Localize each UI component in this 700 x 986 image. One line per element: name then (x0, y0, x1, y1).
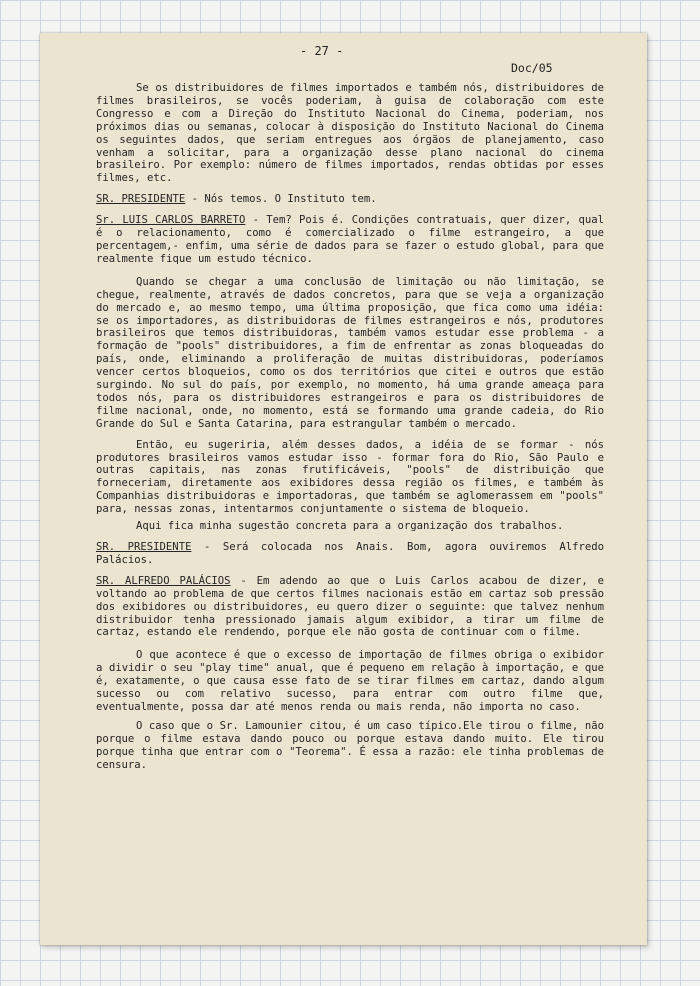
paragraph-text: - Será colocada nos Anais. Bom, agora ouviremos Alfredo Palácios. (96, 541, 604, 566)
paragraph (96, 439, 604, 516)
speaker-paragraph (96, 214, 604, 266)
paragraph (96, 276, 604, 431)
paragraph-text: - Em adendo ao que o Luis Carlos acabou de dizer, e voltando ao problema de que certos filmes nacionais estão em cartaz sob pressão dos exibidores ou distribuidores, eu quero dizer o seguinte: que talvez nenhum distribuidor tenha pressionado jamais algum exibidor, a tirar um filme de cartaz, estando ele rendendo, porque ele não gosta de continuar com o filme. (96, 574, 604, 639)
paragraph (96, 720, 604, 772)
paragraph (96, 520, 604, 533)
speaker-paragraph (96, 575, 604, 640)
speaker-name: SR. ALFREDO PALÁCIOS (96, 574, 231, 587)
speaker-paragraph (96, 193, 604, 206)
paragraph-text: - Tem? Pois é. Condições contratuais, quer dizer, qual é o relacionamento, como é comercializado o filme estrangeiro, a que percentagem,- enfim, uma série de dados para se fazer o estudo global, para que realmente fique um estudo técnico. (96, 214, 604, 265)
paragraph (96, 649, 604, 714)
speaker-name: Sr. LUIS CARLOS BARRETO (96, 214, 246, 227)
speaker-paragraph (96, 541, 604, 567)
paragraph-text: - Nós temos. O Instituto tem. (185, 193, 377, 206)
page-number: - 27 - (300, 44, 344, 58)
paragraph (96, 82, 604, 185)
paragraph-text: O caso que o Sr. Lamounier citou, é um caso típico.Ele tirou o filme, não porque o filme estava dando pouco ou porque estava dando muito. Ele tirou porque tinha que entrar com o "Teorema". É essa a razão: ele tinha problemas de censura. (96, 719, 604, 771)
paragraph-text: Quando se chegar a uma conclusão de limitação ou não limitação, se chegue, realmente, através de dados concretos, para que se veja a organização do mercado e, ao mesmo tempo, uma última proposição, que fica como uma idéia: se os importadores, as distribuidoras de filmes estrangeiros e nós, produtores brasileiros que temos distribuidoras, também vamos estudar esse problema - a formação de "pools" distribuidores, a fim de enfrentar as zonas bloqueadas do país, onde, eliminando a proliferação de muitas distribuidoras, poderíamos vencer certos bloqueios, como os dos territórios que citei e outros que estão surgindo. No sul do país, por exemplo, no momento, há uma grande ameaça para todos nós, para os distribuidores estrangeiros e para os distribuidores de filme nacional, onde, no momento, está se formando uma grande cadeia, do Rio Grande do Sul e Santa Catarina, para estrangular também o mercado. (96, 275, 604, 430)
paragraph-text: Aqui fica minha sugestão concreta para a organização dos trabalhos. (136, 520, 564, 533)
paragraph-text: Se os distribuidores de filmes importados e também nós, distribuidores de filmes brasileiros, se vocês poderiam, à guisa de colaboração com este Congresso e com a Direção do Instituto Nacional do Cinema, poderiam, nos próximos dias ou semanas, colocar à disposição do Instituto Nacional do Cinema os seguintes dados, que seriam entregues aos órgãos de planejamento, caso venham a solicitar, para a organização desse plano nacional do cinema brasileiro. Por exemplo: número de filmes importados, rendas obtidas por esses filmes, etc. (96, 82, 604, 185)
doc-reference: Doc/05 (511, 61, 553, 75)
speaker-name: SR. PRESIDENTE (96, 541, 192, 553)
paragraph-text: Então, eu sugeriria, além desses dados, a idéia de se formar - nós produtores brasileiros vamos estudar isso - formar fora do Rio, São Paulo e outras capitais, nas zonas frutificáveis, "pools" de distribuição que forneceriam, diretamente aos exibidores dessa região os filmes, e também às Companhias distribuidoras e importadoras, que também se aglomerassem em "pools" para, nessas zonas, intentarmos conjuntamente o sistema de bloqueio. (96, 438, 604, 516)
speaker-name: SR. PRESIDENTE (96, 193, 186, 206)
transcript-body (96, 82, 604, 772)
paragraph-text: O que acontece é que o excesso de importação de filmes obriga o exibidor a dividir o seu "play time" anual, que é pequeno em relação à importação, e que é, exatamente, o que causa esse fato de se tirar filmes em cartaz, dando algum sucesso ou com relativo sucesso, para entrar com outro filme que, eventualmente, possa dar até menos renda ou mais renda, não importa no caso. (96, 649, 604, 713)
